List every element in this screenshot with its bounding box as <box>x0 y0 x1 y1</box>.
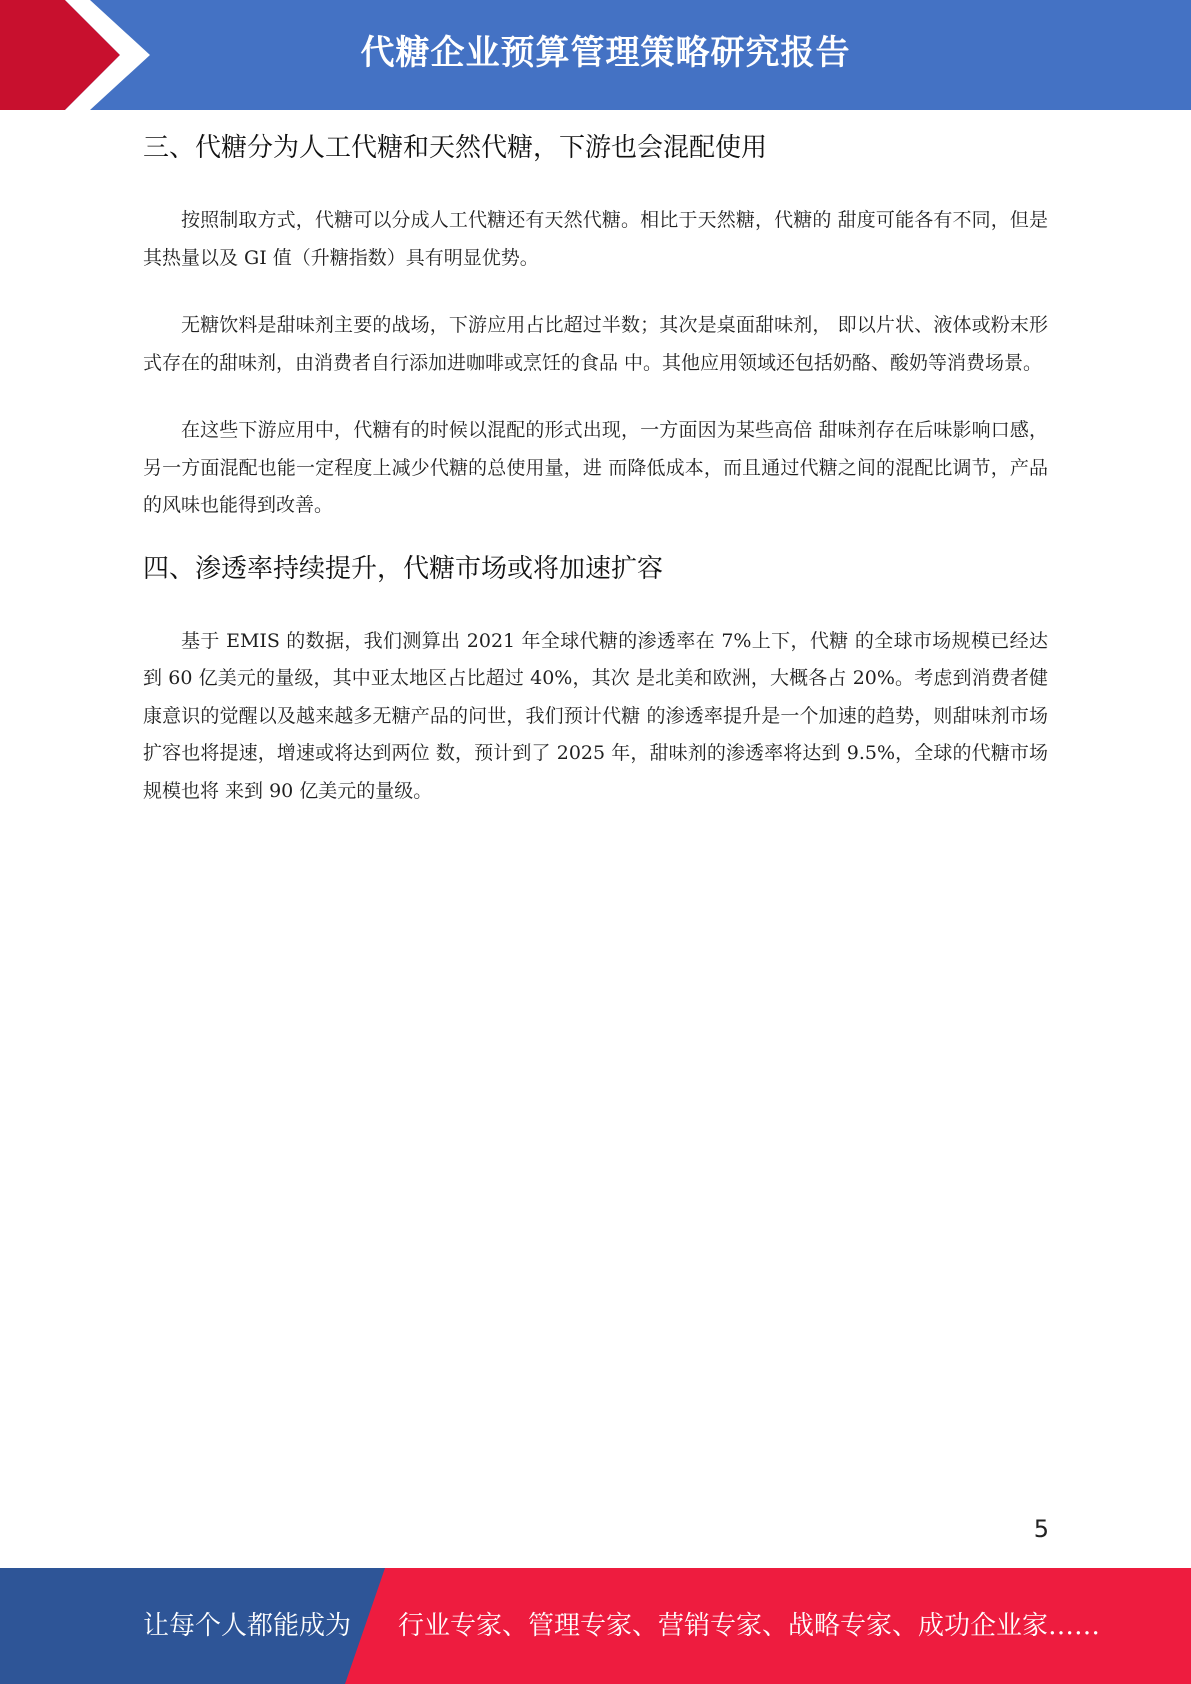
section-heading-4: 四、渗透率持续提升，代糖市场或将加速扩容 <box>143 553 664 584</box>
header-band <box>0 0 1191 110</box>
document-title: 代糖企业预算管理策略研究报告 <box>360 33 851 73</box>
paragraph: 无糖饮料是甜味剂主要的战场，下游应用占比超过半数；其次是桌面甜味剂， 即以片状、液体或粉末形式存在的甜味剂，由消费者自行添加进咖啡或烹饪的食品 中。其他应用领域还包括奶酪、酸奶等消费场景。 <box>143 314 1048 374</box>
paragraph: 在这些下游应用中，代糖有的时候以混配的形式出现，一方面因为某些高倍 甜味剂存在后味影响口感，另一方面混配也能一定程度上减少代糖的总使用量，进 而降低成本，而且通过代糖之间的混配比调节，产品的风味也能得到改善。 <box>143 419 1048 516</box>
page-number: 5 <box>1033 1515 1049 1543</box>
section-heading-3: 三、代糖分为人工代糖和天然代糖，下游也会混配使用 <box>143 133 768 163</box>
footer-slogan-left: 让每个人都能成为 <box>143 1611 352 1641</box>
paragraph: 基于 EMIS 的数据，我们测算出 2021 年全球代糖的渗透率在 7%上下，代糖 的全球市场规模已经达到 60 亿美元的量级，其中亚太地区占比超过 40%，其次 是北美和欧洲，大概各占 20%。考虑到消费者健康意识的觉醒以及越来越多无糖产品的问世，我们预计代糖 的渗透率提升是一个加速的趋势，则甜味剂市场扩容也将提速，增速或将达到两位 数，预计到了 2025 年，甜味剂的渗透率将达到 9.5%，全球的代糖市场规模也将 来到 90 亿美元的量级。 <box>143 629 1048 802</box>
paragraph: 按照制取方式，代糖可以分成人工代糖还有天然代糖。相比于天然糖，代糖的 甜度可能各有不同，但是其热量以及 GI 值（升糖指数）具有明显优势。 <box>143 209 1048 269</box>
footer-slogan-right: 行业专家、管理专家、营销专家、战略专家、成功企业家…… <box>398 1611 1101 1641</box>
main-content <box>143 124 1048 810</box>
footer-band <box>0 1568 1191 1684</box>
